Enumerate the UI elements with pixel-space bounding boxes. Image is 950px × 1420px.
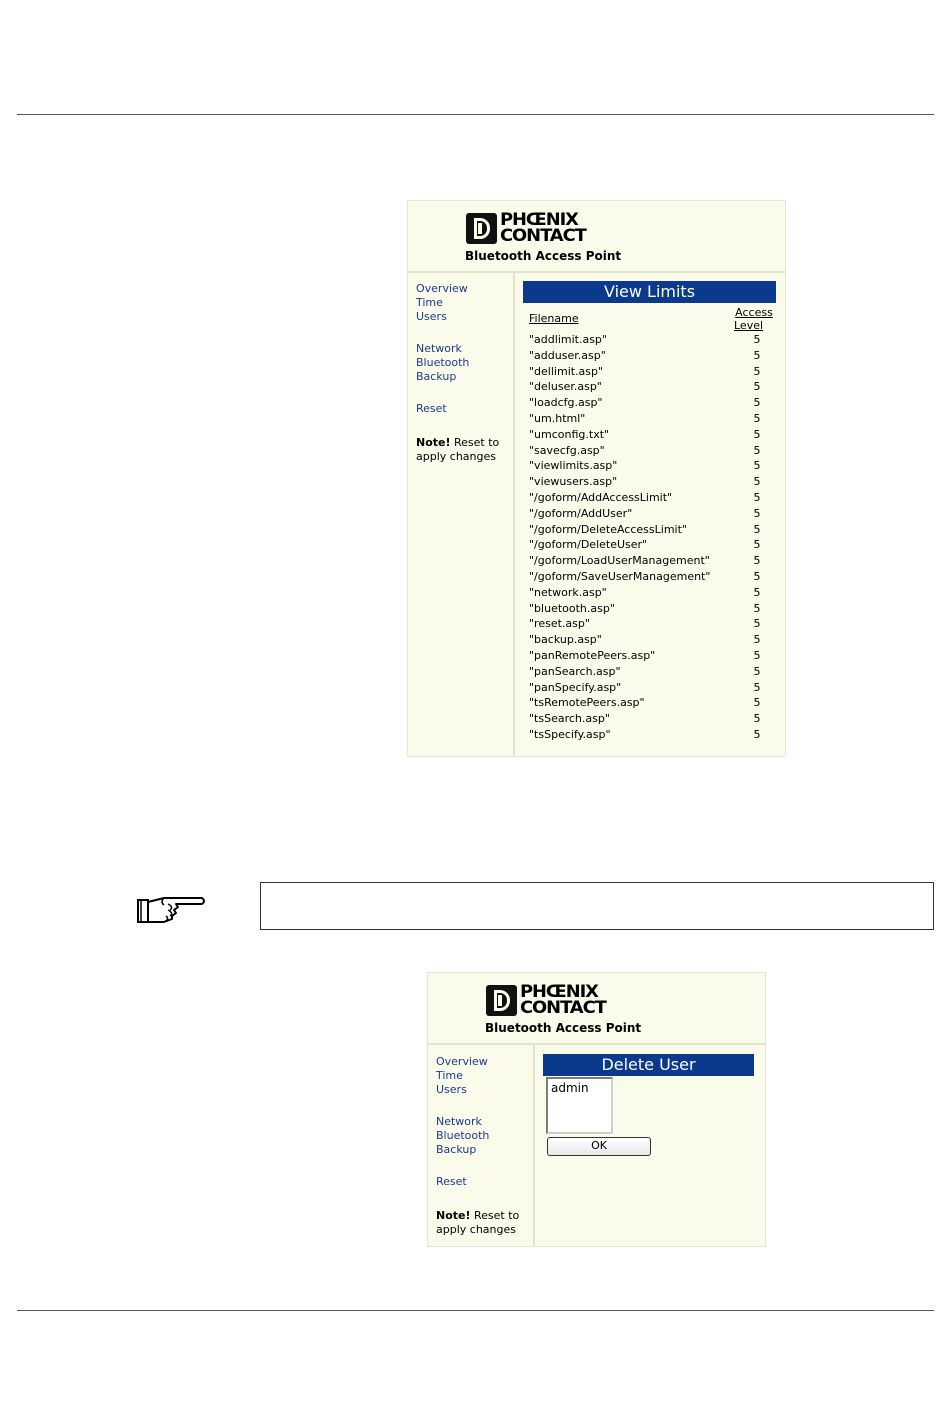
filename-cell: "/goform/AddAccessLimit"	[529, 491, 673, 504]
access-level-cell: 5	[753, 696, 761, 710]
filename-cell: "tsSearch.asp"	[529, 712, 610, 726]
sidebar	[428, 1045, 535, 1246]
sidebar	[408, 273, 515, 756]
filename-cell: "/goform/DeleteAccessLimit"	[529, 522, 687, 536]
delete-user-screenshot	[427, 972, 766, 1247]
access-level-cell: 5	[753, 570, 761, 583]
access-level-cell: 5	[753, 396, 761, 410]
pointing-hand-icon	[134, 892, 208, 930]
access-level-cell: 5	[753, 728, 761, 741]
access-level-cell: 5	[753, 664, 761, 678]
access-level-cell: 5	[753, 538, 761, 552]
table-row	[529, 522, 779, 538]
filename-cell: "tsRemotePeers.asp"	[529, 696, 645, 710]
table-row	[529, 348, 779, 364]
access-level-cell: 5	[753, 348, 761, 362]
header	[428, 973, 765, 1045]
table-row	[529, 490, 779, 506]
table-row	[529, 537, 779, 553]
table-row	[529, 332, 779, 348]
nav-backup[interactable]: Backup	[416, 370, 457, 383]
access-level-cell: 5	[753, 380, 761, 394]
table-row	[529, 601, 779, 617]
phoenix-contact-logo	[486, 981, 606, 1019]
table-row	[529, 632, 779, 648]
note-text-2: apply changes	[416, 450, 496, 463]
table-row	[529, 585, 779, 601]
table-row	[529, 458, 779, 474]
filename-cell: "bluetooth.asp"	[529, 601, 615, 615]
subtitle: Bluetooth Access Point	[485, 1021, 642, 1035]
subtitle: Bluetooth Access Point	[465, 249, 622, 263]
filename-cell: "um.html"	[529, 412, 586, 425]
nav-backup[interactable]: Backup	[436, 1143, 477, 1156]
filename-cell: "panSearch.asp"	[529, 664, 621, 678]
ok-button[interactable]: OK	[547, 1137, 651, 1156]
filename-cell: "loadcfg.asp"	[529, 396, 603, 410]
table-row	[529, 648, 779, 664]
filename-cell: "/goform/LoadUserManagement"	[529, 554, 710, 568]
filename-cell: "panSpecify.asp"	[529, 680, 622, 694]
logo-line2: CONTACT	[520, 998, 606, 1018]
reset-note	[436, 1209, 519, 1237]
nav-group-2	[436, 1115, 489, 1157]
table-row	[529, 506, 779, 522]
note-label: Note!	[416, 436, 451, 449]
column-header-access-level[interactable]	[733, 306, 775, 332]
nav-group-2	[416, 342, 469, 384]
filename-cell: "reset.asp"	[529, 617, 590, 631]
filename-cell: "umconfig.txt"	[529, 427, 610, 441]
nav-time[interactable]: Time	[436, 1069, 463, 1082]
header	[408, 201, 785, 273]
nav-group-1	[436, 1055, 488, 1097]
table-row	[529, 695, 779, 711]
access-level-cell: 5	[753, 491, 761, 504]
access-level-cell: 5	[753, 617, 761, 631]
table-row	[529, 680, 779, 696]
filename-cell: "viewusers.asp"	[529, 475, 618, 489]
nav-group-1	[416, 282, 468, 324]
nav-group-3	[416, 402, 447, 416]
nav-users[interactable]: Users	[436, 1083, 467, 1096]
table-row	[529, 474, 779, 490]
access-level-cell: 5	[753, 443, 761, 457]
filename-cell: "adduser.asp"	[529, 348, 606, 362]
table-row	[529, 553, 779, 569]
filename-cell: "deluser.asp"	[529, 380, 602, 394]
filename-cell: "tsSpecify.asp"	[529, 728, 611, 741]
user-listbox[interactable]	[546, 1077, 613, 1134]
access-level-cell: 5	[753, 680, 761, 694]
access-level-cell: 5	[753, 459, 761, 473]
nav-reset[interactable]: Reset	[436, 1175, 467, 1188]
access-level-cell: 5	[753, 475, 761, 489]
bottom-rule	[17, 1310, 934, 1311]
table-row	[529, 443, 779, 459]
top-rule	[17, 114, 934, 115]
access-level-cell: 5	[753, 522, 761, 536]
table-row	[529, 664, 779, 680]
logo-mark-icon	[466, 213, 497, 244]
access-level-cell: 5	[753, 412, 761, 425]
table-row	[529, 411, 779, 427]
logo-line1: PHŒNIX	[520, 982, 598, 1002]
note-text-1: Reset to	[450, 436, 500, 449]
filename-cell: "backup.asp"	[529, 633, 602, 647]
nav-bluetooth[interactable]: Bluetooth	[436, 1129, 490, 1142]
logo-line1: PHŒNIX	[500, 210, 578, 230]
table-row	[529, 427, 779, 443]
nav-bluetooth[interactable]: Bluetooth	[416, 356, 470, 369]
access-level-cell: 5	[753, 633, 761, 647]
nav-users[interactable]: Users	[416, 310, 447, 323]
table-row	[529, 711, 779, 727]
note-text-2: apply changes	[436, 1223, 516, 1236]
reset-note	[416, 436, 499, 464]
nav-network[interactable]: Network	[416, 342, 462, 355]
nav-overview[interactable]: Overview	[436, 1055, 488, 1068]
phoenix-contact-logo	[466, 209, 586, 247]
table-row	[529, 364, 779, 380]
filename-cell: "savecfg.asp"	[529, 443, 605, 457]
access-level-cell: 5	[753, 333, 761, 346]
access-level-cell: 5	[753, 712, 761, 726]
table-row	[529, 569, 779, 585]
note-label: Note!	[436, 1209, 471, 1222]
access-level-cell: 5	[753, 506, 761, 520]
access-level-cell: 5	[753, 585, 761, 599]
nav-time[interactable]: Time	[416, 296, 443, 309]
filename-cell: "viewlimits.asp"	[529, 459, 618, 473]
access-level-cell: 5	[753, 364, 761, 378]
logo-mark-icon	[486, 985, 517, 1016]
access-header-line2: Level	[734, 319, 764, 332]
filename-cell: "dellimit.asp"	[529, 364, 604, 378]
access-header-line1: Access	[735, 306, 773, 319]
nav-network[interactable]: Network	[436, 1115, 482, 1128]
filename-cell: "panRemotePeers.asp"	[529, 649, 656, 662]
filename-cell: "/goform/SaveUserManagement"	[529, 570, 711, 583]
nav-group-3	[436, 1175, 467, 1189]
access-level-cell: 5	[753, 649, 761, 662]
access-level-cell: 5	[753, 601, 761, 615]
page-title: View Limits	[523, 281, 776, 303]
logo-line2: CONTACT	[500, 226, 586, 246]
filename-cell: "/goform/DeleteUser"	[529, 538, 648, 552]
filename-cell: "/goform/AddUser"	[529, 506, 633, 520]
column-header-filename[interactable]: Filename	[529, 312, 579, 325]
view-limits-screenshot	[407, 200, 786, 757]
nav-overview[interactable]: Overview	[416, 282, 468, 295]
table-row	[529, 395, 779, 411]
table-row	[529, 616, 779, 632]
page-title: Delete User	[543, 1054, 754, 1076]
table-row	[529, 727, 779, 743]
table-row	[529, 379, 779, 395]
filename-cell: "addlimit.asp"	[529, 333, 607, 346]
filename-cell: "network.asp"	[529, 585, 607, 599]
user-option[interactable]: admin	[551, 1081, 589, 1095]
note-box	[260, 882, 934, 930]
access-level-cell: 5	[753, 427, 761, 441]
nav-reset[interactable]: Reset	[416, 402, 447, 415]
access-level-cell: 5	[753, 554, 761, 568]
note-text-1: Reset to	[470, 1209, 520, 1222]
